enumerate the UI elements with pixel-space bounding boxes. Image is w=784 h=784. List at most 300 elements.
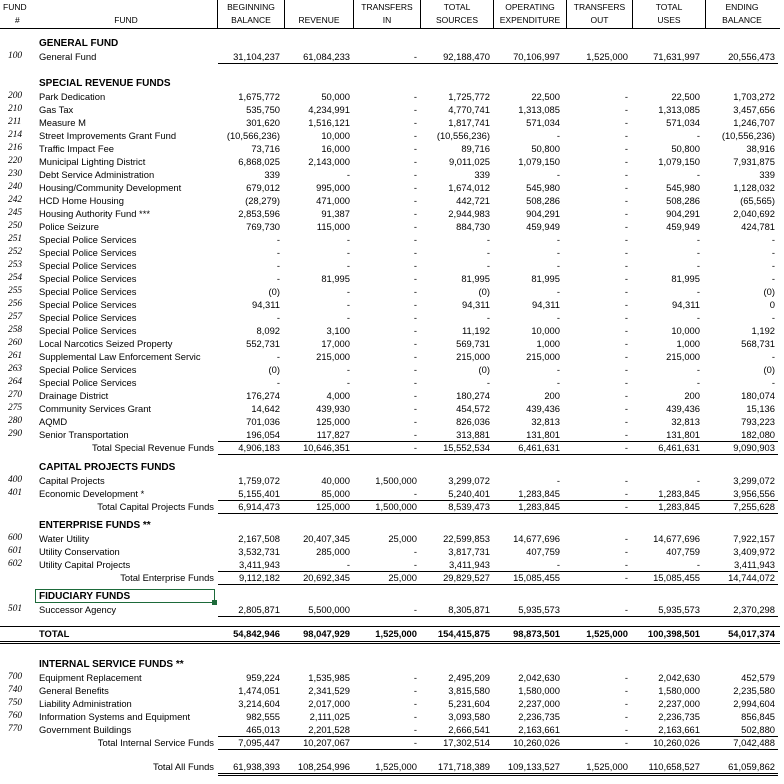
cell-value[interactable]: 54,017,374 [728, 628, 775, 639]
cell-value[interactable]: 8,539,473 [448, 501, 490, 512]
cell-value[interactable]: - [556, 312, 560, 323]
cell-value[interactable]: 109,133,527 [507, 761, 560, 772]
cell-value[interactable]: 85,000 [321, 488, 350, 499]
cell-value[interactable]: 459,949 [666, 221, 700, 232]
cell-value[interactable]: 2,143,000 [308, 156, 350, 167]
cell-value[interactable]: 154,415,875 [437, 628, 490, 639]
fund-name[interactable]: Gas Tax [39, 104, 74, 115]
cell-value[interactable]: 180,274 [456, 390, 490, 401]
cell-value[interactable]: 301,620 [246, 117, 280, 128]
cell-value[interactable]: 407,759 [526, 546, 560, 557]
cell-value[interactable]: 3,956,556 [733, 488, 775, 499]
cell-value[interactable]: 439,930 [316, 403, 350, 414]
fund-number[interactable]: 700 [8, 672, 23, 682]
fund-name[interactable]: Special Police Services [39, 273, 137, 284]
cell-value[interactable]: - [771, 351, 775, 362]
cell-value[interactable]: 9,011,025 [448, 156, 490, 167]
cell-value[interactable]: - [696, 559, 700, 570]
cell-value[interactable]: - [624, 429, 628, 440]
cell-value[interactable]: 50,000 [321, 91, 350, 102]
cell-value[interactable]: - [486, 312, 490, 323]
cell-value[interactable]: 131,801 [526, 429, 560, 440]
cell-value[interactable]: - [346, 169, 350, 180]
fund-number[interactable]: 252 [8, 247, 23, 257]
cell-value[interactable]: 15,085,455 [653, 572, 700, 583]
fill-handle[interactable] [212, 600, 217, 605]
cell-value[interactable]: 2,370,298 [733, 604, 775, 615]
cell-value[interactable]: - [276, 247, 280, 258]
cell-value[interactable]: 1,283,845 [658, 501, 700, 512]
cell-value[interactable]: - [696, 130, 700, 141]
cell-value[interactable]: 5,935,573 [518, 604, 560, 615]
cell-value[interactable]: 7,095,447 [238, 737, 280, 748]
cell-value[interactable]: 3,815,580 [448, 685, 490, 696]
fund-name[interactable]: AQMD [39, 416, 68, 427]
fund-name[interactable]: Information Systems and Equipment [39, 711, 191, 722]
cell-value[interactable]: 176,274 [246, 390, 280, 401]
cell-value[interactable]: 100,398,501 [647, 628, 700, 639]
cell-value[interactable]: 81,995 [321, 273, 350, 284]
cell-value[interactable]: 61,938,393 [233, 761, 280, 772]
cell-value[interactable]: 125,000 [316, 501, 350, 512]
cell-value[interactable]: - [413, 672, 417, 683]
cell-value[interactable]: 3,409,972 [733, 546, 775, 557]
cell-value[interactable]: 6,461,631 [518, 442, 560, 453]
cell-value[interactable]: 125,000 [316, 416, 350, 427]
cell-value[interactable]: 2,042,630 [518, 672, 560, 683]
cell-value[interactable]: - [556, 130, 560, 141]
cell-value[interactable]: 7,042,488 [733, 737, 775, 748]
cell-value[interactable]: - [346, 286, 350, 297]
cell-value[interactable]: 465,013 [246, 724, 280, 735]
cell-value[interactable]: 81,995 [671, 273, 700, 284]
cell-value[interactable]: 1,128,032 [733, 182, 775, 193]
fund-number[interactable]: 750 [8, 698, 23, 708]
cell-value[interactable]: - [346, 299, 350, 310]
cell-value[interactable]: 10,646,351 [303, 442, 350, 453]
cell-value[interactable]: 81,995 [531, 273, 560, 284]
total-label[interactable]: TOTAL [39, 628, 70, 639]
cell-value[interactable]: 1,535,985 [308, 672, 350, 683]
cell-value[interactable]: 38,916 [746, 143, 775, 154]
fund-name[interactable]: Special Police Services [39, 234, 137, 245]
cell-value[interactable]: - [771, 273, 775, 284]
cell-value[interactable]: - [413, 312, 417, 323]
cell-value[interactable]: - [556, 169, 560, 180]
cell-value[interactable]: - [624, 403, 628, 414]
cell-value[interactable]: 571,034 [526, 117, 560, 128]
cell-value[interactable]: 452,579 [741, 672, 775, 683]
cell-value[interactable]: (65,565) [740, 195, 775, 206]
cell-value[interactable]: 1,525,000 [586, 628, 628, 639]
fund-number[interactable]: 250 [8, 221, 23, 231]
cell-value[interactable]: 6,868,025 [238, 156, 280, 167]
cell-value[interactable]: - [771, 234, 775, 245]
cell-value[interactable]: - [413, 377, 417, 388]
cell-value[interactable]: 3,100 [326, 325, 350, 336]
cell-value[interactable]: (10,566,236) [226, 130, 280, 141]
cell-value[interactable]: 4,770,741 [448, 104, 490, 115]
cell-value[interactable]: - [624, 182, 628, 193]
cell-value[interactable]: 2,341,529 [308, 685, 350, 696]
fund-name[interactable]: Water Utility [39, 533, 90, 544]
cell-value[interactable]: 10,207,067 [303, 737, 350, 748]
cell-value[interactable]: 1,759,072 [238, 475, 280, 486]
cell-value[interactable]: - [624, 299, 628, 310]
cell-value[interactable]: 2,167,508 [238, 533, 280, 544]
cell-value[interactable]: 2,853,596 [238, 208, 280, 219]
fund-name[interactable]: Traffic Impact Fee [39, 143, 115, 154]
cell-value[interactable]: (28,279) [245, 195, 280, 206]
cell-value[interactable]: - [771, 312, 775, 323]
cell-value[interactable]: - [413, 711, 417, 722]
cell-value[interactable]: - [413, 338, 417, 349]
cell-value[interactable]: 25,000 [388, 572, 417, 583]
selected-cell[interactable] [35, 589, 215, 603]
cell-value[interactable]: 3,457,656 [733, 104, 775, 115]
total-label[interactable]: Total Special Revenue Funds [92, 442, 214, 453]
cell-value[interactable]: - [413, 91, 417, 102]
cell-value[interactable]: 793,223 [741, 416, 775, 427]
cell-value[interactable]: - [413, 442, 417, 453]
cell-value[interactable]: 1,000 [676, 338, 700, 349]
cell-value[interactable]: 108,254,996 [297, 761, 350, 772]
cell-value[interactable]: 1,192 [751, 325, 775, 336]
cell-value[interactable]: - [624, 377, 628, 388]
cell-value[interactable]: 171,718,389 [437, 761, 490, 772]
cell-value[interactable]: - [413, 234, 417, 245]
fund-number[interactable]: 240 [8, 182, 23, 192]
cell-value[interactable]: - [624, 143, 628, 154]
cell-value[interactable]: - [346, 364, 350, 375]
cell-value[interactable]: - [413, 299, 417, 310]
cell-value[interactable]: - [624, 737, 628, 748]
cell-value[interactable]: - [413, 685, 417, 696]
cell-value[interactable]: - [624, 195, 628, 206]
fund-number[interactable]: 264 [8, 377, 23, 387]
cell-value[interactable]: 10,260,026 [653, 737, 700, 748]
fund-number[interactable]: 258 [8, 325, 23, 335]
cell-value[interactable]: - [276, 260, 280, 271]
cell-value[interactable]: 15,085,455 [513, 572, 560, 583]
cell-value[interactable]: 31,104,237 [233, 51, 280, 62]
cell-value[interactable]: - [413, 403, 417, 414]
cell-value[interactable]: 14,677,696 [513, 533, 560, 544]
cell-value[interactable]: 29,829,527 [443, 572, 490, 583]
cell-value[interactable]: 3,214,604 [238, 698, 280, 709]
fund-name[interactable]: Special Police Services [39, 286, 137, 297]
cell-value[interactable]: 81,995 [461, 273, 490, 284]
cell-value[interactable]: - [346, 260, 350, 271]
cell-value[interactable]: - [771, 247, 775, 258]
fund-number[interactable]: 255 [8, 286, 23, 296]
cell-value[interactable]: (0) [268, 286, 280, 297]
cell-value[interactable]: - [276, 377, 280, 388]
cell-value[interactable]: 10,000 [531, 325, 560, 336]
cell-value[interactable]: 439,436 [666, 403, 700, 414]
cell-value[interactable]: 25,000 [388, 533, 417, 544]
cell-value[interactable]: 439,436 [526, 403, 560, 414]
cell-value[interactable]: - [624, 325, 628, 336]
cell-value[interactable]: 2,201,528 [308, 724, 350, 735]
cell-value[interactable]: 3,299,072 [448, 475, 490, 486]
cell-value[interactable]: 200 [544, 390, 560, 401]
cell-value[interactable]: - [624, 559, 628, 570]
cell-value[interactable]: 2,042,630 [658, 672, 700, 683]
cell-value[interactable]: 5,231,604 [448, 698, 490, 709]
cell-value[interactable]: - [346, 312, 350, 323]
cell-value[interactable]: 14,744,072 [728, 572, 775, 583]
fund-name[interactable]: Housing/Community Development [39, 182, 182, 193]
cell-value[interactable]: 1,079,150 [518, 156, 560, 167]
fund-name[interactable]: General Benefits [39, 685, 109, 696]
cell-value[interactable]: 117,827 [316, 429, 350, 440]
fund-name[interactable]: HCD Home Housing [39, 195, 124, 206]
cell-value[interactable]: 1,525,000 [375, 761, 417, 772]
cell-value[interactable]: - [624, 488, 628, 499]
cell-value[interactable]: 424,781 [741, 221, 775, 232]
cell-value[interactable]: 568,731 [741, 338, 775, 349]
cell-value[interactable]: - [346, 247, 350, 258]
cell-value[interactable]: - [413, 351, 417, 362]
fund-number[interactable]: 601 [8, 546, 23, 556]
cell-value[interactable]: - [413, 169, 417, 180]
cell-value[interactable]: 50,800 [671, 143, 700, 154]
cell-value[interactable]: 569,731 [456, 338, 490, 349]
total-label[interactable]: Total Internal Service Funds [97, 737, 214, 748]
fund-name[interactable]: Equipment Replacement [39, 672, 142, 683]
cell-value[interactable]: - [413, 260, 417, 271]
cell-value[interactable]: 552,731 [246, 338, 280, 349]
fund-number[interactable]: 257 [8, 312, 23, 322]
cell-value[interactable]: - [624, 724, 628, 735]
cell-value[interactable]: 9,090,903 [733, 442, 775, 453]
fund-name[interactable]: Utility Capital Projects [39, 559, 131, 570]
cell-value[interactable]: - [624, 221, 628, 232]
fund-name[interactable]: Special Police Services [39, 299, 137, 310]
cell-value[interactable]: - [556, 475, 560, 486]
cell-value[interactable]: 2,236,735 [518, 711, 560, 722]
cell-value[interactable]: 5,500,000 [308, 604, 350, 615]
cell-value[interactable]: - [413, 117, 417, 128]
cell-value[interactable]: 3,411,943 [733, 559, 775, 570]
cell-value[interactable]: 4,234,991 [308, 104, 350, 115]
cell-value[interactable]: 3,093,580 [448, 711, 490, 722]
fund-number[interactable]: 270 [8, 390, 23, 400]
cell-value[interactable]: 285,000 [316, 546, 350, 557]
cell-value[interactable]: - [696, 475, 700, 486]
cell-value[interactable]: 2,111,025 [309, 711, 350, 722]
fund-name[interactable]: General Fund [39, 51, 97, 62]
fund-number[interactable]: 280 [8, 416, 23, 426]
cell-value[interactable]: - [624, 286, 628, 297]
cell-value[interactable]: 2,994,604 [733, 698, 775, 709]
fund-number[interactable]: 242 [8, 195, 23, 205]
fund-name[interactable]: Measure M [39, 117, 86, 128]
cell-value[interactable]: - [556, 260, 560, 271]
cell-value[interactable]: - [624, 156, 628, 167]
cell-value[interactable]: 22,500 [671, 91, 700, 102]
cell-value[interactable]: 1,079,150 [658, 156, 700, 167]
cell-value[interactable]: 313,881 [456, 429, 490, 440]
cell-value[interactable]: 5,240,401 [448, 488, 490, 499]
cell-value[interactable]: 1,500,000 [375, 475, 417, 486]
cell-value[interactable]: - [556, 234, 560, 245]
cell-value[interactable]: 2,495,209 [448, 672, 490, 683]
cell-value[interactable]: (0) [763, 286, 775, 297]
cell-value[interactable]: 32,813 [531, 416, 560, 427]
fund-number[interactable]: 253 [8, 260, 23, 270]
fund-name[interactable]: Local Narcotics Seized Property [39, 338, 173, 349]
cell-value[interactable]: 1,525,000 [586, 51, 628, 62]
cell-value[interactable]: - [346, 559, 350, 570]
cell-value[interactable]: 131,801 [666, 429, 700, 440]
cell-value[interactable]: 115,000 [316, 221, 350, 232]
fund-number[interactable]: 400 [8, 475, 23, 485]
fund-name[interactable]: Economic Development * [39, 488, 145, 499]
cell-value[interactable]: 89,716 [461, 143, 490, 154]
cell-value[interactable]: - [624, 442, 628, 453]
cell-value[interactable]: 71,631,997 [653, 51, 700, 62]
cell-value[interactable]: 215,000 [456, 351, 490, 362]
cell-value[interactable]: - [624, 234, 628, 245]
cell-value[interactable]: 4,906,183 [238, 442, 280, 453]
cell-value[interactable]: 3,411,943 [238, 559, 280, 570]
fund-name[interactable]: Police Seizure [39, 221, 99, 232]
cell-value[interactable]: - [624, 572, 628, 583]
cell-value[interactable]: 2,666,541 [448, 724, 490, 735]
cell-value[interactable]: - [624, 475, 628, 486]
fund-name[interactable]: Debt Service Administration [39, 169, 155, 180]
cell-value[interactable]: 2,235,580 [733, 685, 775, 696]
cell-value[interactable]: - [696, 260, 700, 271]
cell-value[interactable]: - [556, 364, 560, 375]
cell-value[interactable]: - [624, 273, 628, 284]
cell-value[interactable]: - [413, 390, 417, 401]
cell-value[interactable]: 32,813 [671, 416, 700, 427]
cell-value[interactable]: 10,000 [671, 325, 700, 336]
fund-number[interactable]: 760 [8, 711, 23, 721]
cell-value[interactable]: 339 [264, 169, 280, 180]
fund-number[interactable]: 230 [8, 169, 23, 179]
cell-value[interactable]: - [556, 377, 560, 388]
cell-value[interactable]: 3,299,072 [733, 475, 775, 486]
cell-value[interactable]: - [624, 390, 628, 401]
cell-value[interactable]: - [624, 208, 628, 219]
fund-name[interactable]: Liability Administration [39, 698, 132, 709]
cell-value[interactable]: 8,092 [256, 325, 280, 336]
cell-value[interactable]: - [624, 416, 628, 427]
cell-value[interactable]: - [696, 377, 700, 388]
cell-value[interactable]: - [413, 104, 417, 115]
cell-value[interactable]: - [413, 364, 417, 375]
fund-number[interactable]: 740 [8, 685, 23, 695]
cell-value[interactable]: - [556, 559, 560, 570]
cell-value[interactable]: 54,842,946 [233, 628, 280, 639]
cell-value[interactable]: 61,059,862 [728, 761, 775, 772]
cell-value[interactable]: 502,880 [741, 724, 775, 735]
cell-value[interactable]: - [556, 286, 560, 297]
cell-value[interactable]: - [413, 286, 417, 297]
cell-value[interactable]: 15,552,534 [443, 442, 490, 453]
cell-value[interactable]: 1,283,845 [658, 488, 700, 499]
cell-value[interactable]: 92,188,470 [443, 51, 490, 62]
cell-value[interactable]: 1,525,000 [586, 761, 628, 772]
fund-name[interactable]: Municipal Lighting District [39, 156, 146, 167]
cell-value[interactable]: - [624, 685, 628, 696]
cell-value[interactable]: - [346, 234, 350, 245]
cell-value[interactable]: 70,106,997 [513, 51, 560, 62]
cell-value[interactable]: - [413, 429, 417, 440]
cell-value[interactable]: - [624, 364, 628, 375]
fund-number[interactable]: 220 [8, 156, 23, 166]
cell-value[interactable]: - [413, 488, 417, 499]
cell-value[interactable]: 2,237,000 [658, 698, 700, 709]
cell-value[interactable]: - [486, 377, 490, 388]
fund-number[interactable]: 216 [8, 143, 23, 153]
cell-value[interactable]: 20,692,345 [303, 572, 350, 583]
cell-value[interactable]: - [413, 51, 417, 62]
cell-value[interactable]: - [624, 338, 628, 349]
cell-value[interactable]: 339 [759, 169, 775, 180]
cell-value[interactable]: 22,599,853 [443, 533, 490, 544]
cell-value[interactable]: 459,949 [526, 221, 560, 232]
cell-value[interactable]: 6,914,473 [238, 501, 280, 512]
cell-value[interactable]: 508,286 [666, 195, 700, 206]
total-label[interactable]: Total Capital Projects Funds [97, 501, 214, 512]
cell-value[interactable]: (10,556,236) [721, 130, 775, 141]
cell-value[interactable]: - [624, 698, 628, 709]
cell-value[interactable]: 94,311 [462, 299, 490, 310]
cell-value[interactable]: - [413, 416, 417, 427]
cell-value[interactable]: - [624, 501, 628, 512]
fund-number[interactable]: 214 [8, 130, 23, 140]
cell-value[interactable]: - [413, 273, 417, 284]
cell-value[interactable]: 0 [769, 299, 775, 310]
fund-number[interactable]: 263 [8, 364, 23, 374]
cell-value[interactable]: 14,642 [251, 403, 280, 414]
cell-value[interactable]: 5,155,401 [238, 488, 280, 499]
cell-value[interactable]: 7,922,157 [733, 533, 775, 544]
cell-value[interactable]: - [696, 364, 700, 375]
cell-value[interactable]: 1,516,121 [308, 117, 350, 128]
fund-number[interactable]: 261 [8, 351, 23, 361]
cell-value[interactable]: - [486, 260, 490, 271]
cell-value[interactable]: (0) [763, 364, 775, 375]
cell-value[interactable]: 10,260,026 [513, 737, 560, 748]
cell-value[interactable]: - [624, 711, 628, 722]
cell-value[interactable]: 3,411,943 [448, 559, 490, 570]
cell-value[interactable]: - [486, 234, 490, 245]
cell-value[interactable]: 73,716 [251, 143, 280, 154]
cell-value[interactable]: 3,532,731 [238, 546, 280, 557]
cell-value[interactable]: 1,283,845 [518, 488, 560, 499]
cell-value[interactable]: 3,817,731 [448, 546, 490, 557]
fund-name[interactable]: Housing Authority Fund *** [39, 208, 151, 219]
cell-value[interactable]: 2,237,000 [518, 698, 560, 709]
cell-value[interactable]: 2,805,871 [238, 604, 280, 615]
fund-name[interactable]: Park Dedication [39, 91, 106, 102]
cell-value[interactable]: - [413, 724, 417, 735]
cell-value[interactable]: 995,000 [316, 182, 350, 193]
cell-value[interactable]: - [276, 351, 280, 362]
cell-value[interactable]: 904,291 [526, 208, 560, 219]
cell-value[interactable]: - [771, 377, 775, 388]
cell-value[interactable]: (0) [478, 286, 490, 297]
cell-value[interactable]: 1,283,845 [518, 501, 560, 512]
fund-name[interactable]: Capital Projects [39, 475, 105, 486]
cell-value[interactable]: 94,311 [532, 299, 560, 310]
